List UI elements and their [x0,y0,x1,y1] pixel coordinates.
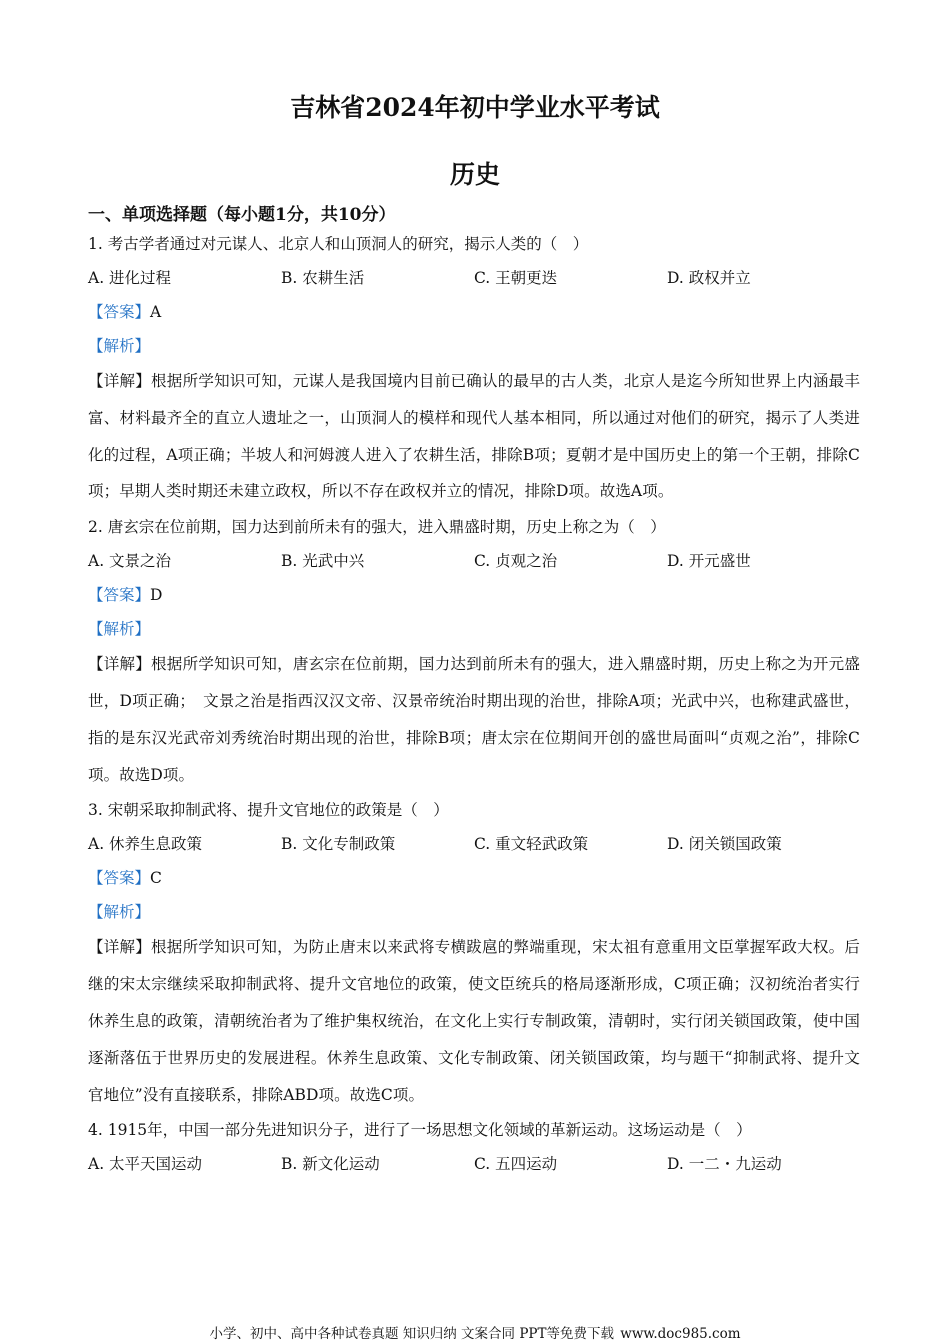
option-b: B. 光武中兴 [281,552,365,571]
exam-title: 吉林省2024年初中学业水平考试 [290,93,660,122]
answer-value: A [150,303,162,321]
option-b: B. 新文化运动 [281,1155,380,1174]
answer-value: D [150,586,163,605]
option-c: C. 五四运动 [474,1155,558,1174]
explanation [88,646,860,793]
section-heading: 一、单项选择题（每小题1分，共10分） [88,205,396,225]
question-stem: 1. 考古学者通过对元谋人、北京人和山顶洞人的研究，揭示人类的（ ） [88,235,589,253]
page-footer [0,1322,950,1342]
question-1 [88,227,860,510]
option-d: D. 开元盛世 [667,552,751,571]
option-b: B. 文化专制政策 [281,835,396,854]
detail-label: 【详解】 [88,938,152,957]
detail-label: 【详解】 [88,655,152,674]
footer-site-link[interactable]: www.doc985.com [620,1326,741,1342]
answer-label: 【答案】 [88,586,151,605]
option-a: A. 休养生息政策 [88,835,203,854]
question-2 [88,510,860,793]
option-d: D. 闭关锁国政策 [667,835,782,854]
option-d: D. 政权并立 [667,269,751,287]
options-row [88,1147,860,1181]
questions-content [88,227,860,1181]
explanation-text: 根据所学知识可知，唐玄宗在位前期，国力达到前所未有的强大，进入鼎盛时期，历史上称之为开元盛世，D项正确； 文景之治是指西汉汉文帝、汉景帝统治时期出现的治世，排除A项；光武中兴，也称建武盛世，指的是东汉光武帝刘秀统治时期出现的治世，排除B项；唐太宗在位期间开创的盛世局面叫“贞观之治”，排除C项。故选D项。 [88,655,860,784]
answer-label: 【答案】 [88,869,151,888]
explanation-text: 根据所学知识可知，元谋人是我国境内目前已确认的最早的古人类，北京人是迄今所知世界上内涵最丰富、材料最齐全的直立人遗址之一，山顶洞人的模样和现代人基本相同，所以通过对他们的研究，揭示了人类进化的过程，A项正确；半坡人和河姆渡人进入了农耕生活，排除B项；夏朝才是中国历史上的第一个王朝，排除C项；早期人类时期还未建立政权，所以不存在政权并立的情况，排除D项。故选A项。 [88,372,860,501]
question-stem: 3. 宋朝采取抑制武将、提升文官地位的政策是（ ） [88,801,449,820]
options-row [88,827,860,861]
options-row [88,261,860,295]
question-stem: 4. 1915年，中国一部分先进知识分子，进行了一场思想文化领域的革新运动。这场运动是（ ） [88,1121,752,1140]
option-a: A. 文景之治 [88,552,172,571]
answer-label: 【答案】 [88,303,151,321]
analysis-label: 【解析】 [88,337,151,355]
option-b: B. 农耕生活 [281,269,365,287]
analysis-label: 【解析】 [88,620,151,639]
explanation-text: 根据所学知识可知，为防止唐末以来武将专横跋扈的弊端重现，宋太祖有意重用文臣掌握军政大权。后继的宋太宗继续采取抑制武将、提升文官地位的政策，使文臣统兵的格局逐渐形成，C项正确；汉初统治者实行休养生息的政策，清朝统治者为了维护集权统治，在文化上实行专制政策，清朝时，实行闭关锁国政策，使中国逐渐落伍于世界历史的发展进程。休养生息政策、文化专制政策、闭关锁国政策，均与题干“抑制武将、提升文官地位”没有直接联系，排除ABD项。故选C项。 [88,938,860,1104]
option-d: D. 一二・九运动 [667,1155,782,1174]
explanation [88,363,860,510]
footer-text: 小学、初中、高中各种试卷真题 知识归纳 文案合同 PPT等免费下载 [209,1326,614,1342]
question-3 [88,793,860,1113]
detail-label: 【详解】 [88,372,152,390]
answer-line [88,861,860,895]
answer-line [88,578,860,612]
options-row [88,544,860,578]
option-c: C. 贞观之治 [474,552,558,571]
question-stem: 2. 唐玄宗在位前期，国力达到前所未有的强大，进入鼎盛时期，历史上称之为（ ） [88,518,666,537]
option-c: C. 重文轻武政策 [474,835,589,854]
option-a: A. 太平天国运动 [88,1155,203,1174]
answer-line [88,295,860,329]
option-a: A. 进化过程 [88,269,172,287]
answer-value: C [150,869,162,888]
option-c: C. 王朝更迭 [474,269,558,287]
explanation [88,929,860,1113]
analysis-label: 【解析】 [88,903,151,922]
question-4 [88,1113,860,1181]
subject-title: 历史 [449,160,500,189]
